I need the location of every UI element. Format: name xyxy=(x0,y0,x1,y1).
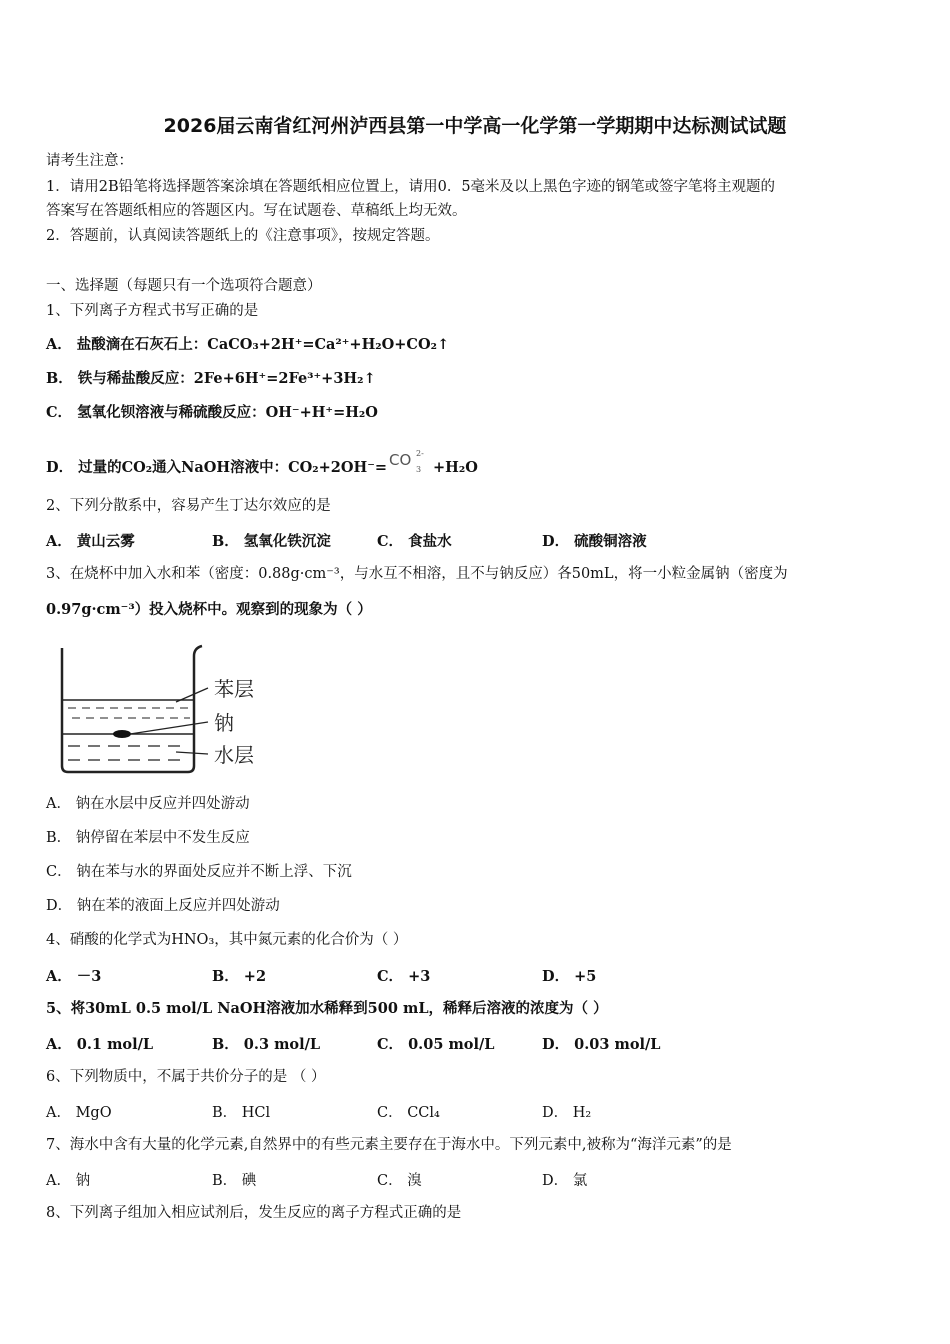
q5-option-c: C． 0.05 mol/L xyxy=(377,1036,495,1053)
leader-water xyxy=(176,752,208,754)
carbonate-ion xyxy=(387,450,433,476)
q2-option-c: C． 食盐水 xyxy=(377,533,452,550)
q6-option-c: C． CCl₄ xyxy=(377,1105,440,1121)
q4-option-b: B． +2 xyxy=(212,968,267,985)
beaker-outline xyxy=(62,646,202,772)
q5-stem: 5、将30mL 0.5 mol/L NaOH溶液加水稀释到500 mL，稀释后溶液的浓度为（ ） xyxy=(46,1000,608,1017)
q2-option-d: D． 硫酸铜溶液 xyxy=(542,533,647,550)
q1-option-d-prefix: D． 过量的CO₂通入NaOH溶液中：CO₂+2OH⁻= xyxy=(46,459,388,476)
label-sodium: 钠 xyxy=(214,711,234,735)
q1-option-a: A． 盐酸滴在石灰石上：CaCO₃+2H⁺=Ca²⁺+H₂O+CO₂↑ xyxy=(46,336,450,353)
q7-option-c: C． 溴 xyxy=(377,1173,422,1189)
q3-stem-line2: 0.97g·cm⁻³）投入烧杯中。观察到的现象为（ ） xyxy=(46,601,372,618)
q7-option-a: A． 钠 xyxy=(46,1173,91,1189)
q4-option-a: A． －3 xyxy=(46,968,102,985)
q3-option-c: C． 钠在苯与水的界面处反应并不断上浮、下沉 xyxy=(46,864,352,880)
q7-stem: 7、海水中含有大量的化学元素,自然界中的有些元素主要存在于海水中。下列元素中,被称为“海洋元素”的是 xyxy=(46,1137,732,1153)
notice-line-1a: 1．请用2B铅笔将选择题答案涂填在答题纸相应位置上，请用0．5毫米及以上黑色字迹的钢笔或签字笔将主观题的 xyxy=(46,179,776,195)
sodium-piece xyxy=(113,730,131,738)
q4-option-d: D． +5 xyxy=(542,968,597,985)
carbonate-ion-charge: 2- xyxy=(416,449,424,458)
q6-option-a: A． MgO xyxy=(46,1105,112,1121)
q2-option-a: A． 黄山云雾 xyxy=(46,533,135,550)
q3-option-d: D． 钠在苯的液面上反应并四处游动 xyxy=(46,898,280,914)
q3-stem-line1: 3、在烧杯中加入水和苯（密度：0.88g·cm⁻³，与水互不相溶，且不与钠反应）各50mL，将一小粒金属钠（密度为 xyxy=(46,566,788,582)
beaker-figure xyxy=(58,642,278,776)
label-water: 水层 xyxy=(214,743,254,767)
q4-stem: 4、硝酸的化学式为HNO₃，其中氮元素的化合价为（ ） xyxy=(46,932,408,948)
q8-stem: 8、下列离子组加入相应试剂后，发生反应的离子方程式正确的是 xyxy=(46,1205,462,1221)
page-title: 2026届云南省红河州泸西县第一中学高一化学第一学期期中达标测试试题 xyxy=(163,115,787,137)
q2-option-b: B． 氢氧化铁沉淀 xyxy=(212,533,331,550)
q1-stem: 1、下列离子方程式书写正确的是 xyxy=(46,303,259,319)
q1-option-d-suffix: +H₂O xyxy=(433,459,478,476)
q4-option-c: C． +3 xyxy=(377,968,431,985)
q1-option-c: C． 氢氧化钡溶液与稀硫酸反应：OH⁻+H⁺=H₂O xyxy=(46,404,378,421)
label-benzene: 苯层 xyxy=(214,677,254,701)
carbonate-ion-base: CO xyxy=(389,451,412,469)
section-heading: 一、选择题（每题只有一个选项符合题意） xyxy=(46,278,322,294)
q6-option-b: B． HCl xyxy=(212,1105,271,1121)
q3-option-b: B． 钠停留在苯层中不发生反应 xyxy=(46,830,250,846)
q6-option-d: D． H₂ xyxy=(542,1105,592,1121)
beaker-diagram xyxy=(58,642,278,776)
q1-option-b: B． 铁与稀盐酸反应：2Fe+6H⁺=2Fe³⁺+3H₂↑ xyxy=(46,370,376,387)
q6-stem: 6、下列物质中，不属于共价分子的是 （ ） xyxy=(46,1069,326,1085)
q7-option-d: D． 氯 xyxy=(542,1173,588,1189)
q7-option-b: B． 碘 xyxy=(212,1173,257,1189)
notice-heading: 请考生注意： xyxy=(46,153,133,169)
q5-option-a: A． 0.1 mol/L xyxy=(46,1036,154,1053)
notice-line-1b: 答案写在答题纸相应的答题区内。写在试题卷、草稿纸上均无效。 xyxy=(46,203,467,219)
leader-sodium xyxy=(130,722,208,734)
notice-line-2: 2．答题前，认真阅读答题纸上的《注意事项》，按规定答题。 xyxy=(46,228,440,244)
q2-stem: 2、下列分散系中，容易产生丁达尔效应的是 xyxy=(46,498,331,514)
q3-option-a: A． 钠在水层中反应并四处游动 xyxy=(46,796,250,812)
q5-option-b: B． 0.3 mol/L xyxy=(212,1036,321,1053)
q5-option-d: D． 0.03 mol/L xyxy=(542,1036,661,1053)
q1-option-d xyxy=(46,450,478,478)
carbonate-ion-subscript: 3 xyxy=(416,465,422,474)
